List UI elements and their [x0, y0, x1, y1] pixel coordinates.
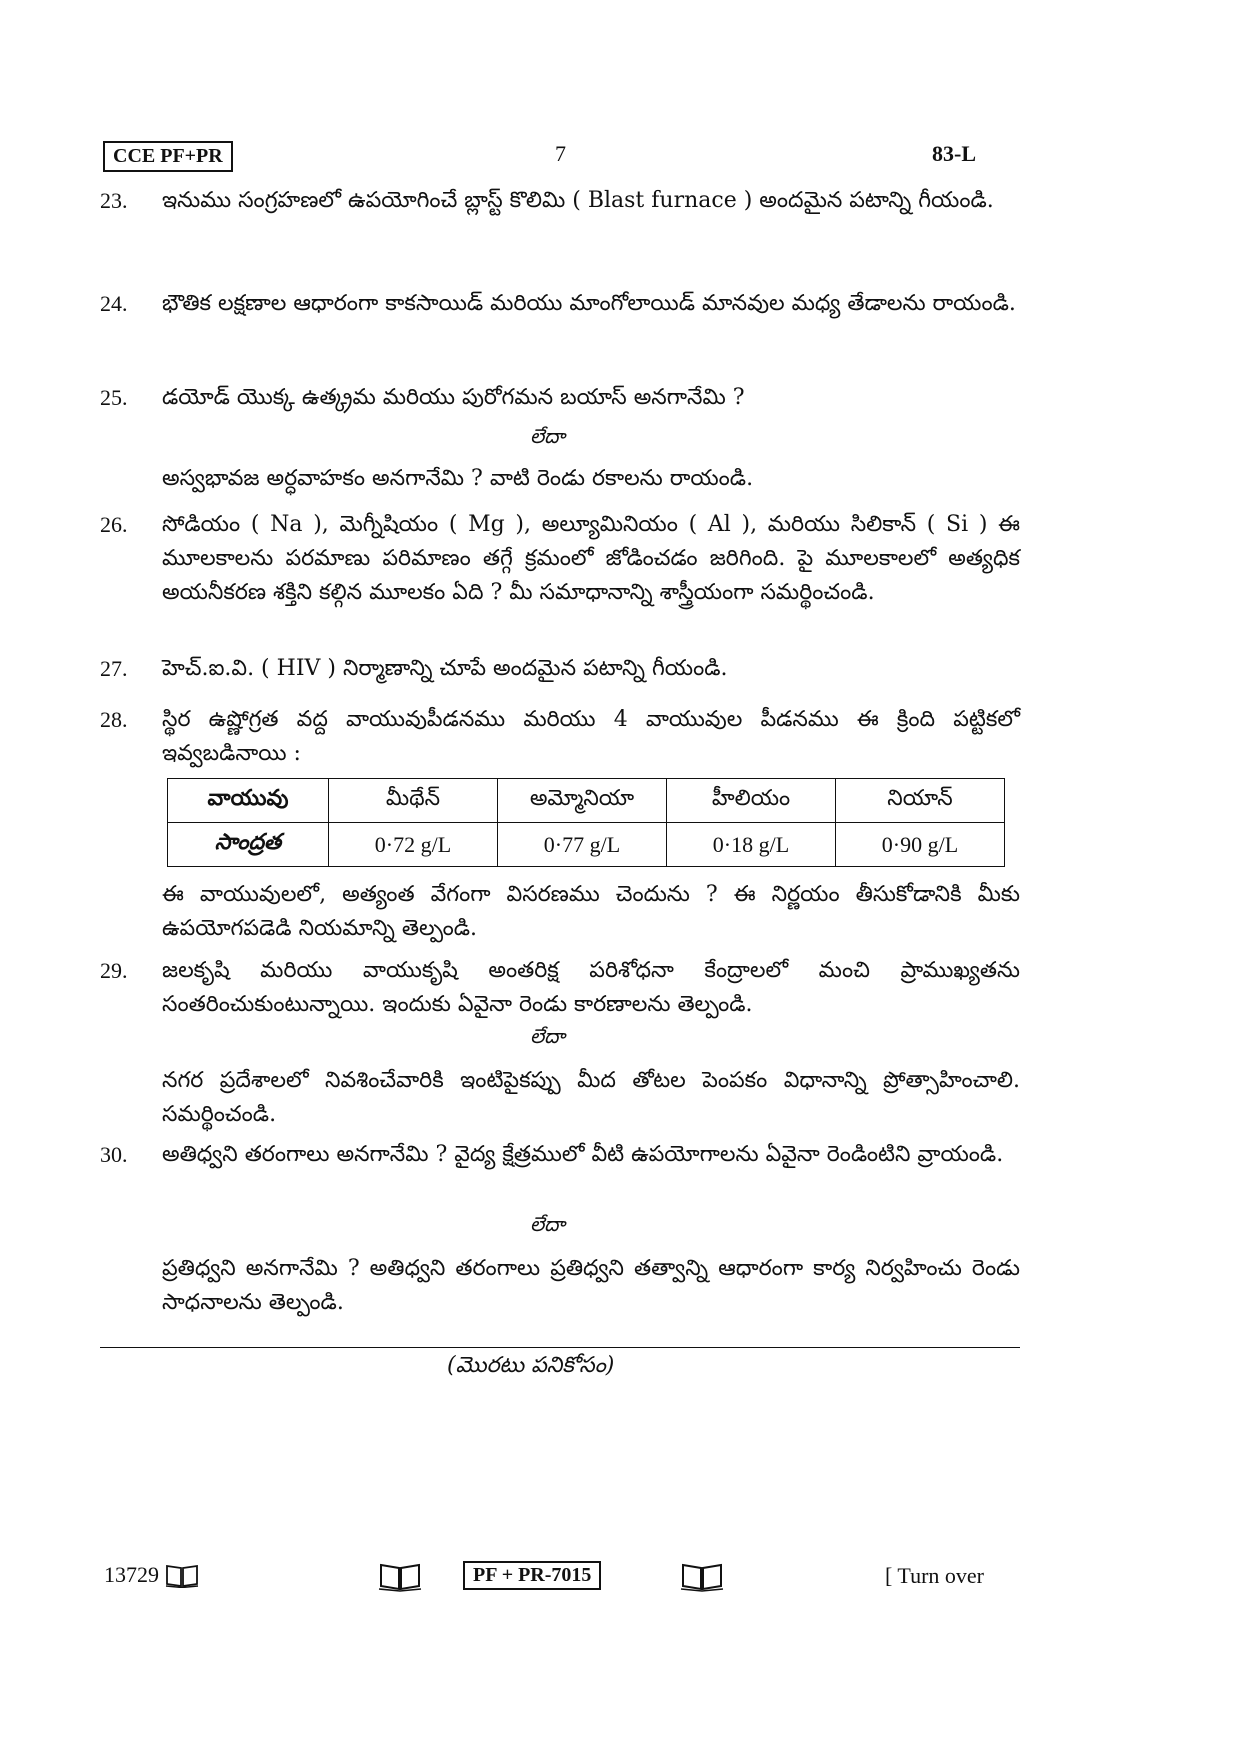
alternative-question: నగర ప్రదేశాలలో నివశించేవారికి ఇంటిపైకప్పు మీద తోటల పెంపకం విధానాన్ని ప్రోత్సాహించాలి. సమర్థించండి. [162, 1068, 1020, 1127]
footer-left [104, 1562, 199, 1588]
question-text: ఇనుము సంగ్రహణలో ఉపయోగించే బ్లాస్ట్ కొలిమి ( Blast furnace ) అందమైన పటాన్ని గీయండి. [162, 188, 994, 213]
alternative-question: ప్రతిధ్వని అనగానేమి ? అతిధ్వని తరంగాలు ప్రతిధ్వని తత్వాన్ని ఆధారంగా కార్య నిర్వహించు రెండు సాధనాలను తెల్పండి. [162, 1256, 1020, 1315]
gas-density-table [167, 778, 1005, 867]
table-row [168, 823, 1005, 867]
or-label: లేదా [530, 424, 565, 448]
question-number: 29. [100, 958, 128, 983]
table-cell: మీథేన్ [329, 779, 498, 823]
question-27 [100, 652, 1020, 686]
question-28-followup: ఈ వాయువులలో, అత్యంత వేగంగా విసరణము చెందును ? ఈ నిర్ణయం తీసుకోడానికి మీకు ఉపయోగపడెడి నియమాన్ని తెల్పండి. [162, 882, 1020, 941]
book-icon [165, 1562, 199, 1588]
rough-work-note: (మొరటు పనికోసం) [447, 1353, 615, 1378]
paper-code-box: CCE PF+PR [103, 141, 233, 172]
question-26 [100, 508, 1020, 610]
question-30 [100, 1138, 1020, 1172]
table-header-cell: వాయువు [168, 779, 329, 823]
question-text: డయోడ్ యొక్క ఉత్క్రమ మరియు పురోగమన బయాస్ అనగానేమి ? [162, 385, 745, 410]
question-23 [100, 184, 1020, 218]
question-29 [100, 954, 1020, 1022]
question-number: 23. [100, 188, 128, 213]
question-24 [100, 287, 1020, 321]
question-number: 24. [100, 291, 128, 316]
table-row [168, 779, 1005, 823]
page-number: 7 [555, 141, 566, 166]
question-text: భౌతిక లక్షణాల ఆధారంగా కాకసాయిడ్ మరియు మాంగోలాయిడ్ మానవుల మధ్య తేడాలను రాయండి. [162, 291, 1016, 316]
table-cell: 0·18 g/L [667, 823, 836, 867]
table-cell: 0·90 g/L [836, 823, 1005, 867]
question-number: 27. [100, 656, 128, 681]
table-cell: హీలియం [667, 779, 836, 823]
question-number: 25. [100, 385, 128, 410]
or-label: లేదా [530, 1212, 565, 1236]
turn-over-label: [ Turn over [885, 1563, 985, 1588]
table-cell: అమ్మోనియా [498, 779, 667, 823]
question-text: హెచ్.ఐ.వి. ( HIV ) నిర్మాణాన్ని చూపే అందమైన పటాన్ని గీయండి. [162, 656, 728, 681]
table-cell: నియాన్ [836, 779, 1005, 823]
divider-line [100, 1347, 1020, 1348]
table-cell: 0·72 g/L [329, 823, 498, 867]
question-text: జలకృషి మరియు వాయుకృషి అంతరిక్ష పరిశోధనా కేంద్రాలలో మంచి ప్రాముఖ్యతను సంతరించుకుంటున్నాయి. ఇందుకు ఏవైనా రెండు కారణాలను తెల్పండి. [162, 958, 1020, 1017]
book-icon [680, 1560, 724, 1592]
footer-code-box: PF + PR-7015 [463, 1561, 601, 1590]
question-text: అతిధ్వని తరంగాలు అనగానేమి ? వైద్య క్షేత్రములో వీటి ఉపయోగాలను ఏవైనా రెండింటిని వ్రాయండి. [162, 1142, 1004, 1167]
book-icon [378, 1560, 422, 1592]
footer-code: 13729 [104, 1562, 159, 1587]
question-28 [100, 703, 1020, 771]
question-text: స్థిర ఉష్ణోగ్రత వద్ద వాయువుపీడనము మరియు 4 వాయువుల పీడనము ఈ క్రింది పట్టికలో ఇవ్వబడినాయి : [162, 707, 1020, 766]
question-number: 26. [100, 512, 128, 537]
subject-code: 83-L [932, 141, 976, 166]
question-25 [100, 381, 1020, 415]
question-text: సోడియం ( Na ), మెగ్నీషియం ( Mg ), అల్యూమినియం ( Al ), మరియు సిలికాన్ ( Si ) ఈ మూలకాలను పరమాణు పరిమాణం తగ్గే క్రమంలో జోడించడం జరిగింది. పై మూలకాలలో అత్యధిక అయనీకరణ శక్తిని కల్గిన మూలకం ఏది ? మీ సమాధానాన్ని శాస్త్రీయంగా సమర్థించండి. [162, 512, 1020, 605]
alternative-question: అస్వభావజ అర్ధవాహకం అనగానేమి ? వాటి రెండు రకాలను రాయండి. [162, 466, 754, 491]
or-label: లేదా [530, 1024, 565, 1048]
table-header-cell: సాంద్రత [168, 823, 329, 867]
table-cell: 0·77 g/L [498, 823, 667, 867]
question-number: 30. [100, 1142, 128, 1167]
question-number: 28. [100, 707, 128, 732]
